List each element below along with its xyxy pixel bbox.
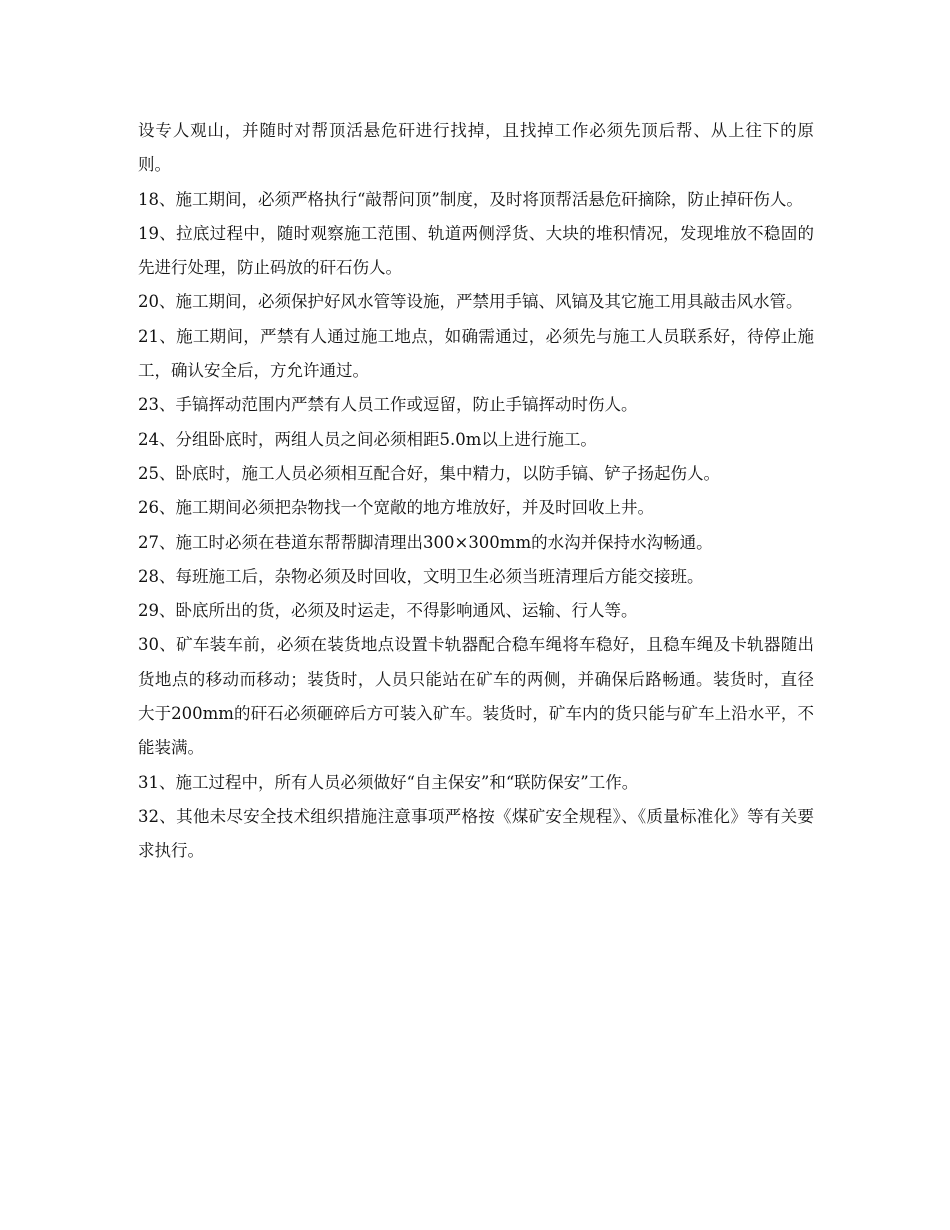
paragraph-item-28: 28、每班施工后，杂物必须及时回收，文明卫生必须当班清理后方能交接班。	[138, 566, 704, 586]
paragraph-item-25: 25、卧底时，施工人员必须相互配合好，集中精力，以防手镐、铲子扬起伤人。	[138, 463, 720, 483]
paragraph-item-21: 21、施工期间，严禁有人通过施工地点，如确需通过，必须先与施工人员联系好，待停止施工，确认安全后，方允许通过。	[138, 326, 814, 381]
paragraph-item-29: 29、卧底所出的货，必须及时运走，不得影响通风、运输、行人等。	[138, 601, 638, 621]
paragraph-item-26: 26、施工期间必须把杂物找一个宽敞的地方堆放好，并及时回收上井。	[138, 498, 654, 518]
paragraph-item-32: 32、其他未尽安全技术组织措施注意事项严格按《煤矿安全规程》、《质量标准化》等有关要求执行。	[138, 806, 814, 861]
document-body	[138, 114, 814, 869]
paragraph-item-31: 31、施工过程中，所有人员必须做好“自主保安”和“联防保安”工作。	[138, 772, 639, 792]
paragraph-item-18: 18、施工期间，必须严格执行“敲帮问顶”制度，及时将顶帮活悬危矸摘除，防止掉矸伤人。	[138, 189, 803, 209]
paragraph-item-30: 30、矿车装车前，必须在装货地点设置卡轨器配合稳车绳将车稳好，且稳车绳及卡轨器随出货地点的移动而移动；装货时，人员只能站在矿车的两侧，并确保后路畅通。装货时，直径大于200mm的矸石必须砸碎后方可装入矿车。装货时，矿车内的货只能与矿车上沿水平，不能装满。	[138, 635, 814, 758]
paragraph-item-23: 23、手镐挥动范围内严禁有人员工作或逗留，防止手镐挥动时伤人。	[138, 395, 638, 415]
paragraph-item-19: 19、拉底过程中，随时观察施工范围、轨道两侧浮货、大块的堆积情况，发现堆放不稳固的先进行处理，防止码放的矸石伤人。	[138, 223, 814, 278]
paragraph-item-20: 20、施工期间，必须保护好风水管等设施，严禁用手镐、风镐及其它施工用具敲击风水管。	[138, 292, 803, 312]
paragraph-item-27: 27、施工时必须在巷道东帮帮脚清理出300×300mm的水沟并保持水沟畅通。	[138, 532, 713, 552]
paragraph-continuation: 设专人观山，并随时对帮顶活悬危矸进行找掉，且找掉工作必须先顶后帮、从上往下的原则。	[138, 121, 814, 175]
paragraph-item-24: 24、分组卧底时，两组人员之间必须相距5.0m以上进行施工。	[138, 429, 597, 449]
